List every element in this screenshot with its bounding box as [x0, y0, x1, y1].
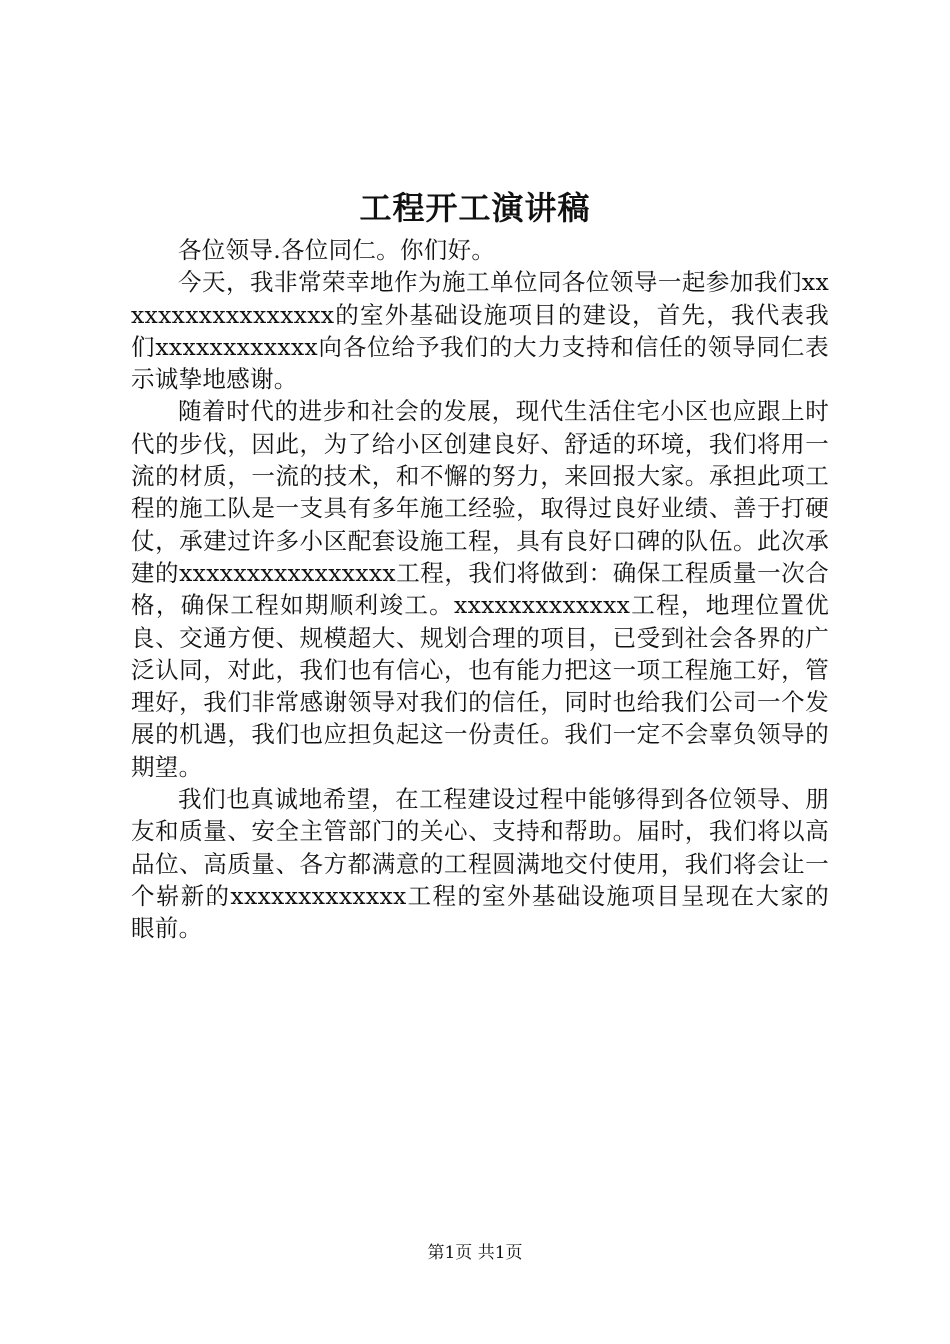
paragraph-thanks: 今天，我非常荣幸地作为施工单位同各位领导一起参加我们xxxxxxxxxxxxxxxxx的室外基础设施项目的建设，首先，我代表我们xxxxxxxxxxxx向各位给予我们的大力支持和信任的领导同仁表示诚挚地感谢。 [131, 268, 829, 394]
paragraph-greeting: 各位领导.各位同仁。你们好。 [178, 236, 496, 264]
paragraph-hope: 我们也真诚地希望，在工程建设过程中能够得到各位领导、朋友和质量、安全主管部门的关心、支持和帮助。届时，我们将以高品位、高质量、各方都满意的工程圆满地交付使用，我们将会让一个崭新的xxxxxxxxxxxxx工程的室外基础设施项目呈现在大家的眼前。 [131, 785, 829, 943]
document-title: 工程开工演讲稿 [359, 189, 591, 227]
paragraph-commitment: 随着时代的进步和社会的发展，现代生活住宅小区也应跟上时代的步伐，因此，为了给小区创建良好、舒适的环境，我们将用一流的材质，一流的技术，和不懈的努力，来回报大家。承担此项工程的施工队是一支具有多年施工经验，取得过良好业绩、善于打硬仗，承建过许多小区配套设施工程，具有良好口碑的队伍。此次承建的xxxxxxxxxxxxxxxx工程，我们将做到：确保工程质量一次合格，确保工程如期顺利竣工。xxxxxxxxxxxxx工程，地理位置优良、交通方便、规模超大、规划合理的项目，已受到社会各界的广泛认同，对此，我们也有信心，也有能力把这一项工程施工好，管理好，我们非常感谢领导对我们的信任，同时也给我们公司一个发展的机遇，我们也应担负起这一份责任。我们一定不会辜负领导的期望。 [131, 397, 829, 781]
document-body [131, 234, 829, 945]
page-number-footer: 第1页 共1页 [427, 1243, 523, 1263]
